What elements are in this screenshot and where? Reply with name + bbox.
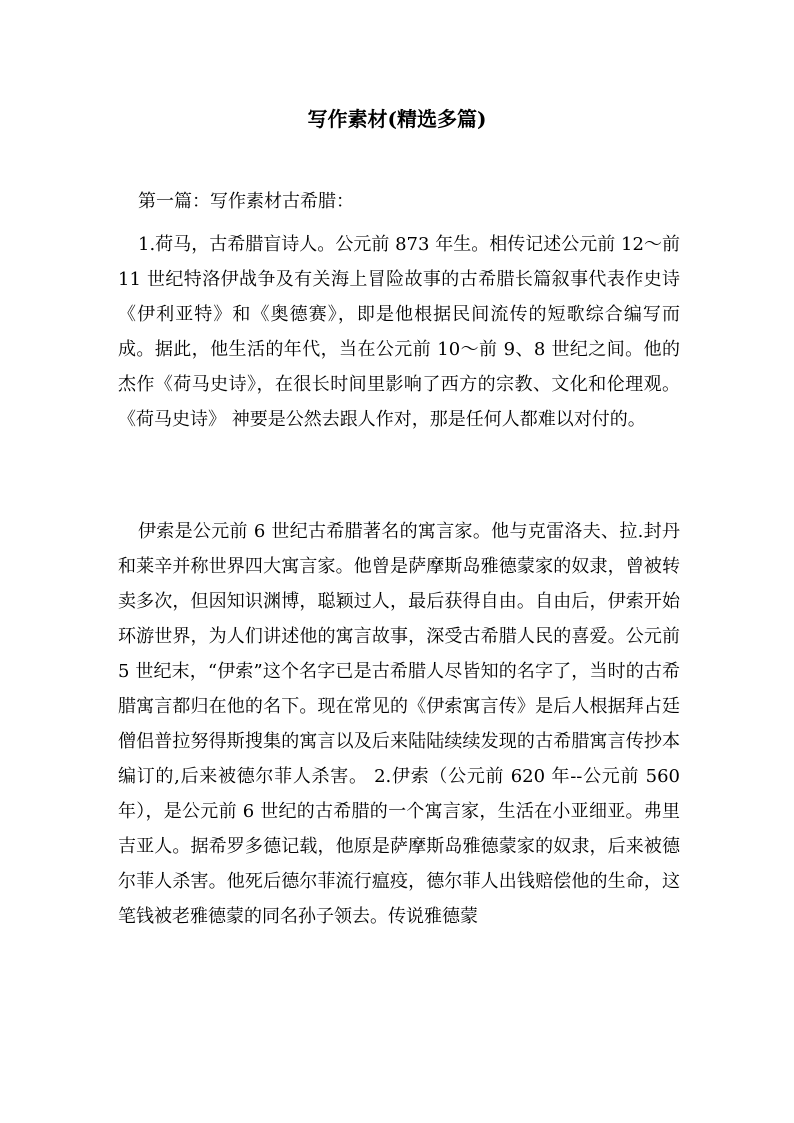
paragraph-text: 伊索是公元前 6 世纪古希腊著名的寓言家。他与克雷洛夫、拉.封丹和莱辛并称世界四大寓言家。他曾是萨摩斯岛雅德蒙家的奴隶，曾被转卖多次，但因知识渊博，聪颖过人，最后获得自由。自由后，伊索开始环游世界，为人们讲述他的寓言故事，深受古希腊人民的喜爱。公元前 5 世纪末，“伊索”这个名字已是古希腊人尽皆知的名字了，当时的古希腊寓言都归在他的名下。现在常见的《伊索寓言传》是后人根据拜占廷僧侣普拉努得斯搜集的寓言以及后来陆陆续续发现的古希腊寓言传抄本编订的,后来被德尔菲人杀害。 2.伊索（公元前 620 年--公元前 560 年），是公元前 6 世纪的古希腊的一个寓言家，生活在小亚细亚。弗里吉亚人。据希罗多德记载，他原是萨摩斯岛雅德蒙家的奴隶，后来被德尔菲人杀害。他死后德尔菲流行瘟疫，德尔菲人出钱赔偿他的生命，这笔钱被老雅德蒙的同名孙子领去。传说雅德蒙 xyxy=(118,521,680,927)
document-title: 写作素材(精选多篇) xyxy=(307,107,487,131)
section-heading xyxy=(118,184,680,219)
paragraph-text: 1.荷马，古希腊盲诗人。公元前 873 年生。相传记述公元前 12～前 11 世纪特洛伊战争及有关海上冒险故事的古希腊长篇叙事代表作史诗《伊利亚特》和《奥德赛》，即是他根据民间流传的短歌综合编写而成。据此，他生活的年代，当在公元前 10～前 9、8 世纪之间。他的杰作《荷马史诗》，在很长时间里影响了西方的宗教、文化和伦理观。 《荷马史诗》 神要是公然去跟人作对，那是任何人都难以对付的。 xyxy=(118,234,680,430)
paragraph-homer xyxy=(118,227,680,437)
paragraph-aesop xyxy=(118,514,680,934)
section-heading-text: 第一篇：写作素材古希腊： xyxy=(138,191,354,212)
